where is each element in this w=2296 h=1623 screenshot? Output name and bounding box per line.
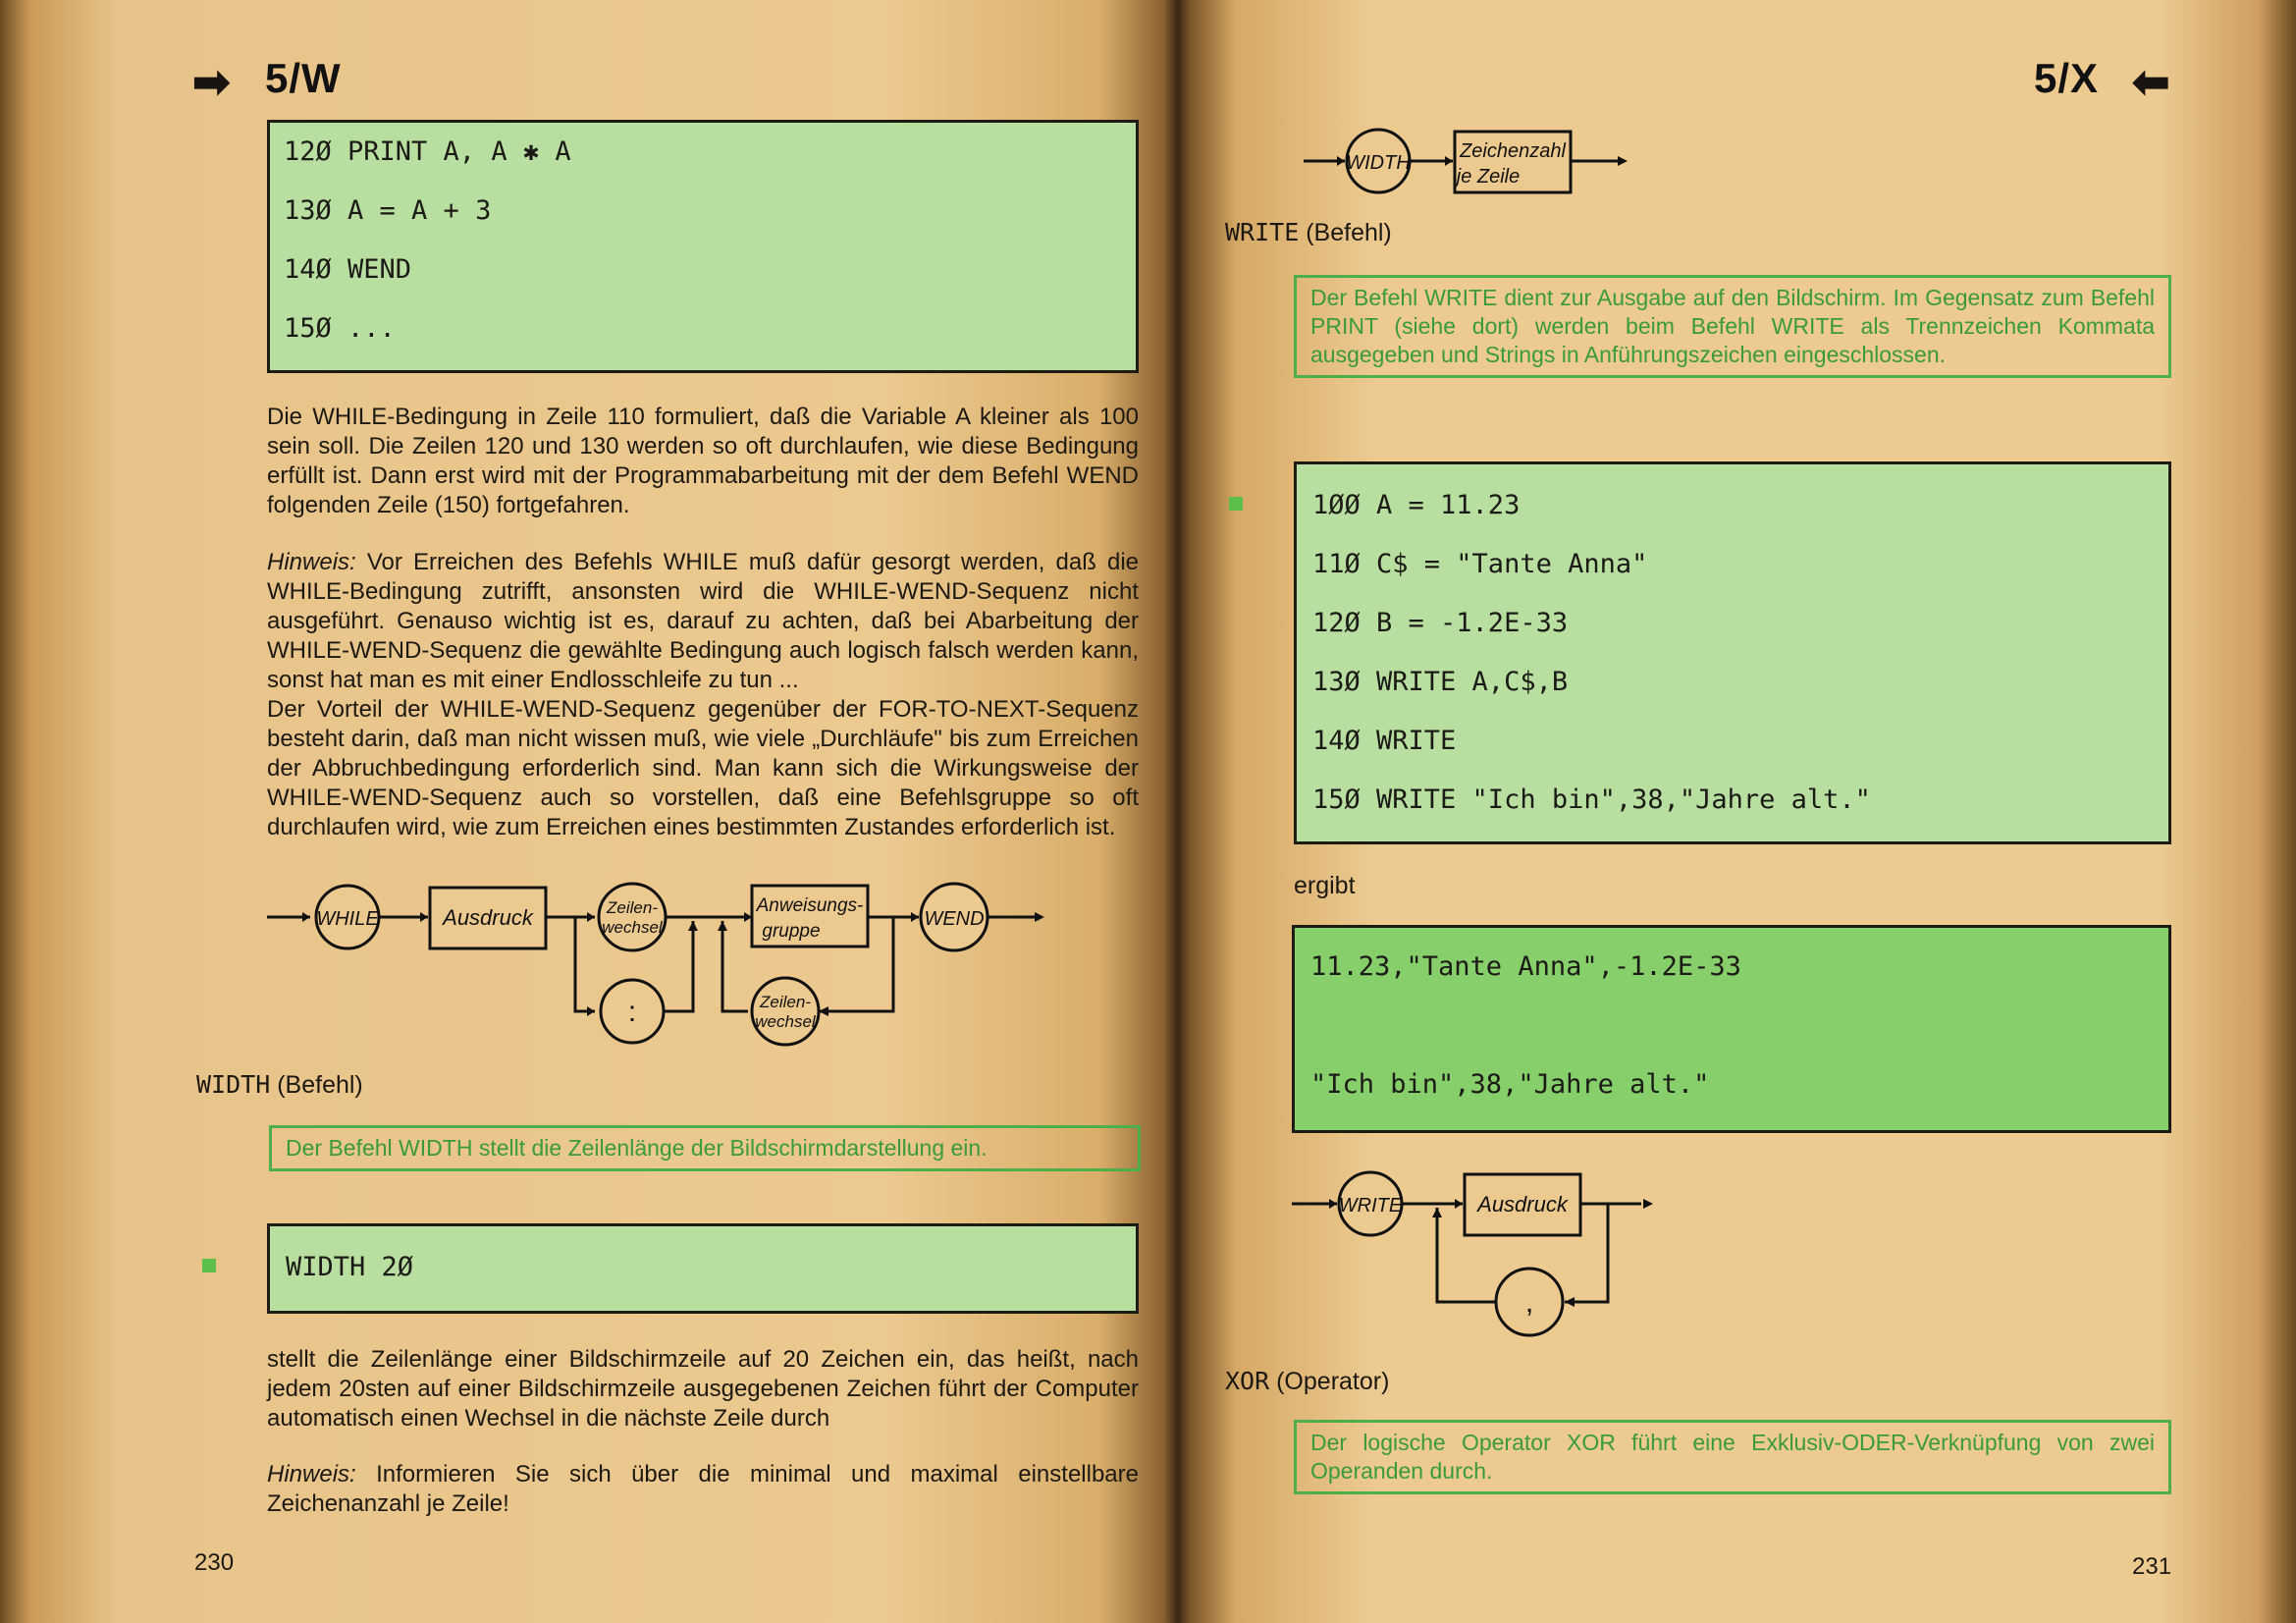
left-arrow-icon: ⬅ <box>2132 56 2170 107</box>
definition-box <box>269 1125 1141 1171</box>
code-block <box>267 1223 1139 1314</box>
wend-node: WEND <box>924 908 985 930</box>
definition-text: Der Befehl WRITE dient zur Ausgabe auf den Bildschirm. Im Gegensatz zum Befehl PRINT (siehe dort) werden beim Befehl WRITE als Trennzeichen Kommata ausgegeben und Strings in Anführungszeichen eingeschlossen. <box>1310 285 2155 367</box>
width-node: WIDTH <box>1346 152 1411 174</box>
code-line: 11Ø C$ = "Tante Anna" <box>1312 549 1648 579</box>
paragraph-text: Die WHILE-Bedingung in Zeile 110 formuliert, daß die Variable A kleiner als 100 sein soll. Die Zeilen 120 und 130 werden so oft durchlaufen, wie diese Bedingung erfüllt ist. Dann erst wird mit der Programmabarbeitung mit der dem Befehl WEND folgenden Zeile (150) fortgefahren. <box>267 404 1139 518</box>
width-entry-heading <box>196 1070 363 1100</box>
definition-text: Der Befehl WIDTH stellt die Zeilenlänge der Bildschirmdarstellung ein. <box>286 1135 988 1161</box>
example-marker <box>202 1259 216 1272</box>
code-line: 1ØØ A = 11.23 <box>1312 490 1521 520</box>
code-line: WIDTH 2Ø <box>286 1252 414 1282</box>
zeilenwechsel-node: wechsel <box>755 1012 816 1031</box>
ergibt-label: ergibt <box>1294 872 1356 899</box>
output-line: 11.23,"Tante Anna",-1.2E-33 <box>1310 951 1741 982</box>
comma-node: , <box>1524 1286 1534 1319</box>
hint-lead: Hinweis: <box>267 549 356 575</box>
paragraph <box>267 1345 1139 1434</box>
zeilenwechsel-node: Zeilen- <box>607 898 658 917</box>
keyword-kind: (Befehl) <box>1306 219 1392 246</box>
keyword: XOR <box>1225 1367 1270 1395</box>
right-page <box>1178 0 2296 1623</box>
code-line: 12Ø PRINT A, A ✱ A <box>284 136 571 167</box>
output-block <box>1292 925 2171 1133</box>
keyword: WRITE <box>1225 218 1300 246</box>
write-node: WRITE <box>1338 1195 1403 1217</box>
anweisungsgruppe-node: gruppe <box>762 921 821 942</box>
write-syntax-diagram <box>1288 1164 1661 1341</box>
example-marker <box>1229 497 1243 511</box>
hint-lead: Hinweis: <box>267 1461 356 1488</box>
ausdruck-node: Ausdruck <box>443 905 533 930</box>
write-entry-heading <box>1225 218 1392 247</box>
while-node: WHILE <box>316 908 379 930</box>
page-number: 230 <box>194 1549 235 1576</box>
hint-body: Vor Erreichen des Befehls WHILE muß dafür gesorgt werden, daß die WHILE-Bedingung zutrifft, ansonsten wird die WHILE-WEND-Sequenz nicht ausgeführt. Genauso wichtig ist es, darauf zu achten, daß bei Abarbeitung der WHILE-WEND-Sequenz die gewählte Bedingung auch logisch falsch werden kann, sonst hat man es mit einer Endlosschleife zu tun ... <box>267 549 1139 693</box>
zeilenwechsel-node: Zeilen- <box>760 993 811 1011</box>
hint-paragraph <box>267 1460 1139 1519</box>
keyword: WIDTH <box>196 1070 271 1099</box>
definition-box <box>1294 1420 2171 1494</box>
hint-text <box>267 1460 1139 1519</box>
hint-text <box>267 548 1139 695</box>
section-heading: 5/W <box>265 55 342 101</box>
code-line: 15Ø ... <box>284 313 396 344</box>
code-block <box>267 120 1139 373</box>
paragraph <box>267 403 1139 520</box>
code-line: 14Ø WRITE <box>1312 726 1457 756</box>
code-block <box>1294 461 2171 844</box>
section-heading: 5/X <box>2034 55 2100 101</box>
zeichenzahl-node: je Zeile <box>1456 166 1521 188</box>
colon-node: : <box>627 996 637 1028</box>
width-syntax-diagram <box>1300 124 1633 202</box>
code-line: 13Ø A = A + 3 <box>284 195 492 226</box>
while-syntax-diagram <box>261 876 1046 1053</box>
xor-entry-heading <box>1225 1367 1389 1396</box>
code-line: 15Ø WRITE "Ich bin",38,"Jahre alt." <box>1312 784 1871 815</box>
zeilenwechsel-node: wechsel <box>602 918 663 937</box>
definition-box <box>1294 275 2171 378</box>
code-line: 13Ø WRITE A,C$,B <box>1312 667 1569 697</box>
zeichenzahl-node: Zeichenzahl <box>1460 140 1566 162</box>
keyword-kind: (Operator) <box>1276 1368 1390 1395</box>
ausdruck-node: Ausdruck <box>1477 1192 1568 1217</box>
hint-body: Informieren Sie sich über die minimal und maximal einstellbare Zeichenanzahl je Zeile! <box>267 1461 1139 1517</box>
code-line: 14Ø WEND <box>284 254 412 285</box>
right-arrow-icon: ➡ <box>192 56 231 107</box>
paragraph-text: Der Vorteil der WHILE-WEND-Sequenz gegenüber der FOR-TO-NEXT-Sequenz besteht darin, daß man nicht wissen muß, wie viele „Durchläufe" bis zum Erreichen der Abbruchbedingung erforderlich sind. Man kann sich die Wirkungsweise der WHILE-WEND-Sequenz auch so vorstellen, daß eine Befehlsgruppe so oft durchlaufen wird, wie zum Erreichen eines bestimmten Zustandes erforderlich ist. <box>267 696 1139 840</box>
anweisungsgruppe-node: Anweisungs- <box>756 895 864 916</box>
keyword-kind: (Befehl) <box>277 1071 363 1099</box>
paragraph-text: stellt die Zeilenlänge einer Bildschirmzeile auf 20 Zeichen ein, das heißt, nach jedem 20sten auf einer Bildschirmzeile ausgegebenen Zeichen führt der Computer automatisch einen Wechsel in die nächste Zeile durch <box>267 1346 1139 1432</box>
code-line: 12Ø B = -1.2E-33 <box>1312 608 1569 638</box>
hint-paragraph <box>267 548 1139 842</box>
output-line: "Ich bin",38,"Jahre alt." <box>1310 1069 1710 1100</box>
page-number: 231 <box>2132 1553 2172 1580</box>
definition-text: Der logische Operator XOR führt eine Exklusiv-ODER-Verknüpfung von zwei Operanden durch. <box>1310 1430 2155 1484</box>
